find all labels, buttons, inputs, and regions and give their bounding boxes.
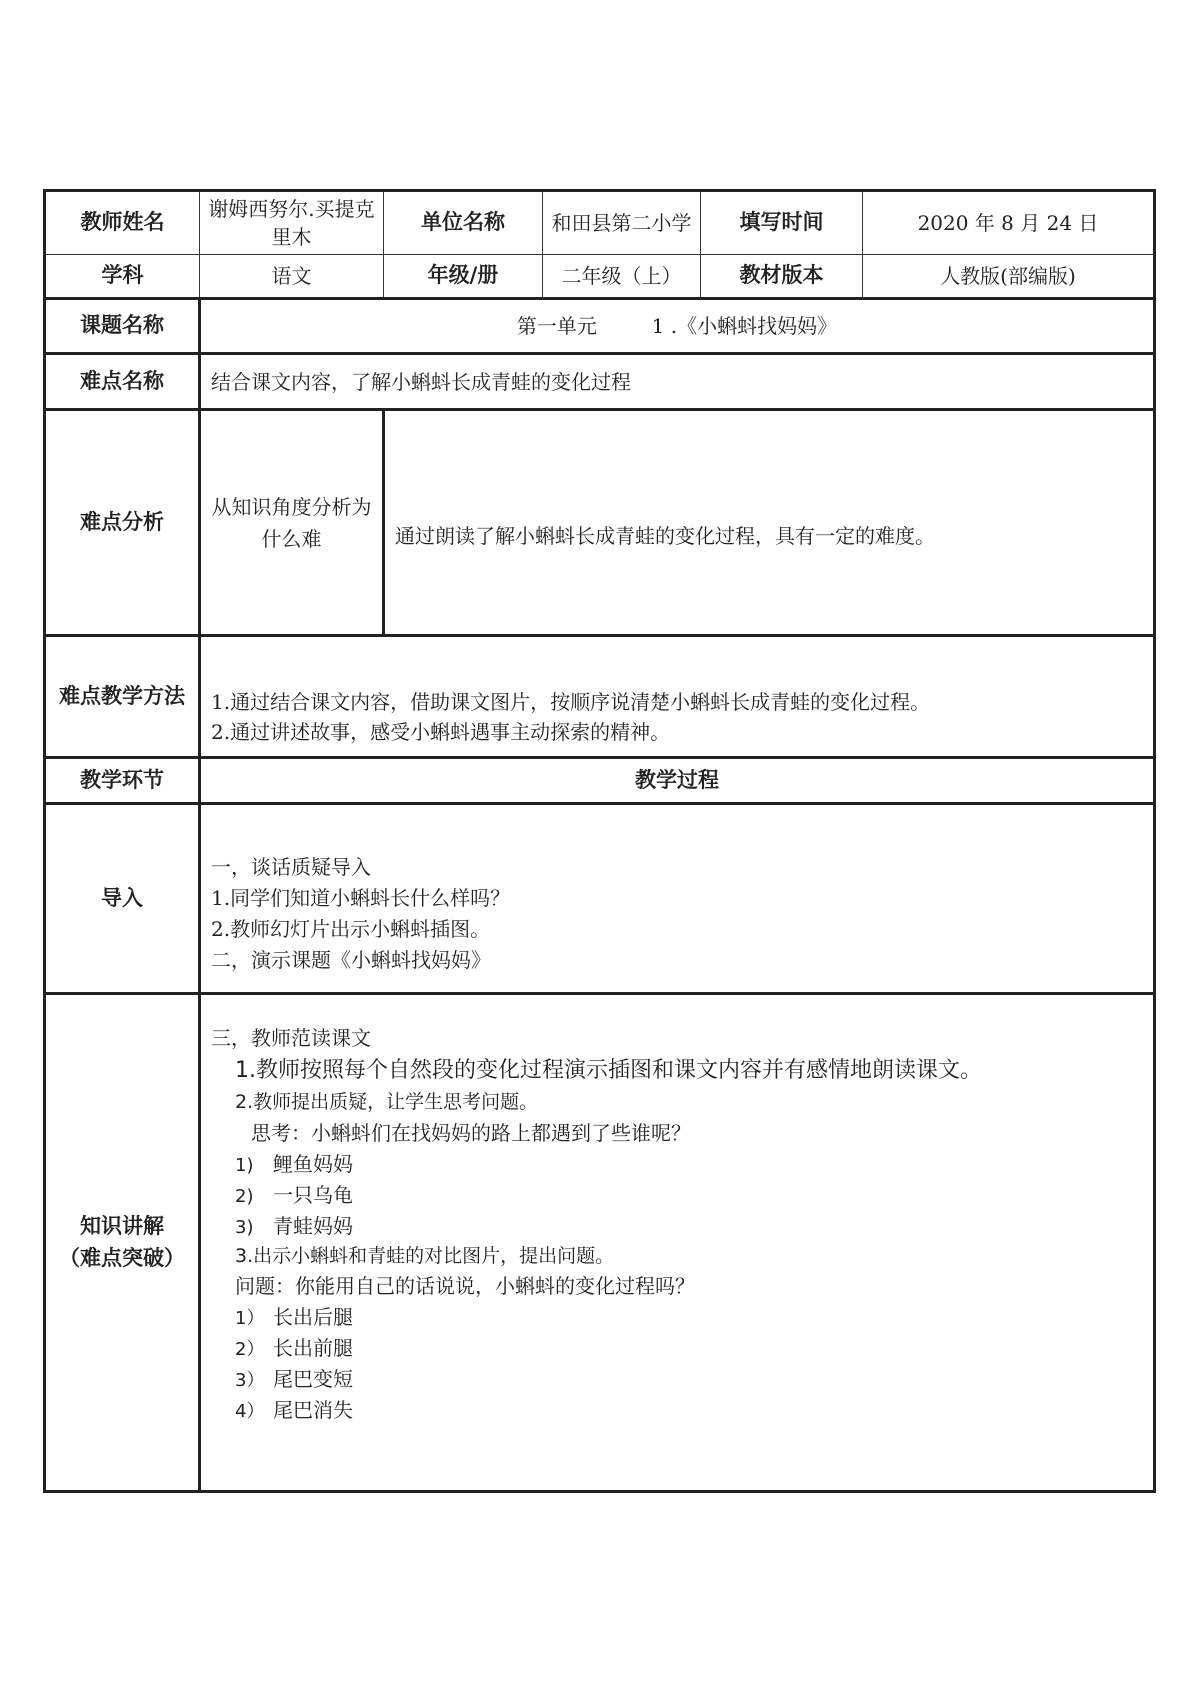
unit-name-value: 和田县第二小学 [543,191,701,255]
analysis-label: 难点分析 [45,410,200,636]
edition-value: 人教版(部编版) [863,255,1155,299]
topic-row [45,299,1155,354]
analysis-row [45,410,1155,636]
intro-line-4: 二，演示课题《小蝌蚪找妈妈》 [211,947,491,972]
change-item-number: 2） [235,1338,265,1360]
knowledge-change-item-3 [211,1364,1143,1395]
knowledge-met-item-3 [211,1211,1143,1242]
knowledge-question: 问题：你能用自己的话说说，小蝌蚪的变化过程吗？ [235,1273,695,1298]
topic-unit: 第一单元 [516,314,597,338]
met-item-number: 2) [235,1185,254,1207]
knowledge-heading: 三，教师范读课文 [211,1026,371,1050]
intro-line-3: 2.教师幻灯片出示小蝌蚪插图。 [211,916,491,941]
knowledge-met-item-2 [211,1180,1143,1211]
grade-label: 年级/册 [384,255,543,299]
met-item-text: 一只乌龟 [273,1182,353,1207]
header-row-2 [45,255,1155,299]
knowledge-label-line-1: 知识讲解 [80,1214,164,1238]
fill-time-label: 填写时间 [701,191,863,255]
intro-label: 导入 [45,804,200,994]
change-item-number: 3） [235,1369,265,1391]
method-label: 难点教学方法 [45,636,200,758]
grade-value: 二年级（上） [543,255,701,299]
knowledge-step-3: 3.出示小蝌蚪和青蛙的对比图片，提出问题。 [235,1244,615,1267]
subject-label: 学科 [45,255,200,299]
analysis-value: 通过朗读了解小蝌蚪长成青蛙的变化过程，具有一定的难度。 [384,410,1155,636]
knowledge-label [45,994,200,1492]
edition-label: 教材版本 [701,255,863,299]
knowledge-met-item-1 [211,1149,1143,1180]
knowledge-change-item-4 [211,1395,1143,1426]
change-item-text: 尾巴消失 [273,1397,353,1422]
teacher-name-value: 谢姆西努尔.买提克里木 [200,191,384,255]
topic-label: 课题名称 [45,299,200,354]
analysis-sub-label: 从知识角度分析为什么难 [200,410,384,636]
knowledge-change-item-2 [211,1333,1143,1364]
intro-row [45,804,1155,994]
knowledge-content [200,994,1155,1492]
difficulty-row [45,354,1155,410]
change-item-text: 尾巴变短 [273,1366,353,1391]
knowledge-step-1: 1.教师按照每个自然段的变化过程演示插图和课文内容并有感情地朗读课文。 [235,1058,982,1083]
change-item-text: 长出前腿 [273,1335,353,1360]
intro-line-1: 一，谈话质疑导入 [211,854,371,879]
stage-label: 教学环节 [45,758,200,804]
topic-value [200,299,1155,354]
knowledge-change-item-1 [211,1302,1143,1333]
knowledge-step-2: 2.教师提出质疑，让学生思考问题。 [235,1091,539,1114]
knowledge-label-line-2: （难点突破） [59,1245,185,1270]
method-line-1: 1.通过结合课文内容，借助课文图片，按顺序说清楚小蝌蚪长成青蛙的变化过程。 [211,689,931,714]
change-item-text: 长出后腿 [273,1304,353,1329]
change-item-number: 4） [235,1400,265,1422]
change-item-number: 1） [235,1307,265,1329]
knowledge-row [45,994,1155,1492]
fill-time-value: 2020 年 8 月 24 日 [863,191,1155,255]
difficulty-value: 结合课文内容，了解小蝌蚪长成青蛙的变化过程 [200,354,1155,410]
method-line-2: 2.通过讲述故事，感受小蝌蚪遇事主动探索的精神。 [211,719,671,744]
knowledge-think: 思考：小蝌蚪们在找妈妈的路上都遇到了些谁呢？ [251,1120,691,1145]
topic-lesson: 1 .《小蝌蚪找妈妈》 [651,314,838,338]
teacher-name-label: 教师姓名 [45,191,200,255]
subject-value: 语文 [200,255,384,299]
method-content [200,636,1155,758]
process-label: 教学过程 [200,758,1155,804]
header-row-1 [45,191,1155,255]
intro-line-2: 1.同学们知道小蝌蚪长什么样吗？ [211,885,511,910]
lesson-plan-sheet [43,189,1153,1493]
met-item-number: 3) [235,1216,254,1238]
process-header-row [45,758,1155,804]
unit-name-label: 单位名称 [384,191,543,255]
met-item-text: 鲤鱼妈妈 [273,1151,353,1176]
difficulty-label: 难点名称 [45,354,200,410]
lesson-plan-table [43,189,1156,1493]
method-row [45,636,1155,758]
met-item-number: 1) [235,1154,254,1176]
met-item-text: 青蛙妈妈 [273,1213,353,1238]
intro-content [200,804,1155,994]
